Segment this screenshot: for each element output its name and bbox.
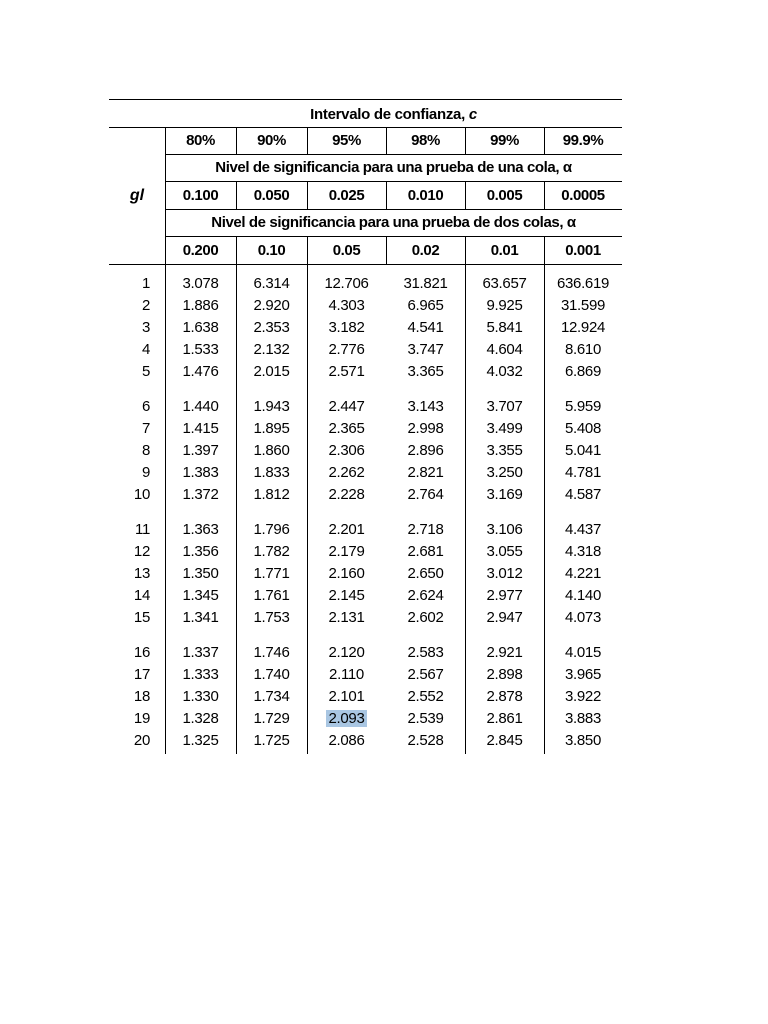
critical-value [236, 440, 307, 462]
critical-value-text: 3.747 [407, 340, 444, 358]
critical-value-text: 4.437 [564, 521, 602, 539]
critical-value [465, 440, 544, 462]
df-value: 18 [133, 687, 150, 705]
df-value: 17 [133, 666, 150, 684]
critical-value-text: 1.350 [182, 564, 219, 582]
critical-value-text: 2.160 [328, 564, 365, 582]
two-tail-alpha: 0.02 [411, 241, 440, 259]
critical-value-text: 6.314 [253, 275, 290, 293]
critical-value [544, 642, 622, 664]
critical-value-text: 3.850 [564, 731, 602, 749]
critical-value-text: 3.883 [564, 709, 602, 727]
critical-value-text: 3.922 [564, 687, 602, 705]
critical-value [236, 606, 307, 628]
critical-value [236, 418, 307, 440]
critical-value [165, 707, 236, 729]
critical-value-text: 31.821 [403, 275, 448, 293]
critical-value [165, 729, 236, 751]
critical-value [544, 338, 622, 360]
critical-value [465, 295, 544, 317]
critical-value [386, 317, 465, 339]
critical-value [386, 541, 465, 563]
critical-value-text: 4.781 [564, 463, 602, 481]
critical-value [544, 418, 622, 440]
critical-value [236, 360, 307, 382]
two-tail-alpha: 0.05 [332, 241, 361, 259]
df-value: 20 [133, 731, 150, 749]
critical-value-text: 2.896 [407, 441, 444, 459]
critical-value-text: 4.541 [407, 318, 444, 336]
df-value: 13 [133, 564, 150, 582]
one-tail-label: Nivel de significancia para una prueba de una cola, α [215, 159, 572, 176]
critical-value [307, 317, 386, 339]
critical-value-text: 2.110 [329, 666, 364, 684]
critical-value [465, 642, 544, 664]
critical-value [465, 707, 544, 729]
critical-value-text: 4.015 [564, 644, 602, 662]
critical-value [386, 729, 465, 751]
critical-value-text: 4.303 [328, 297, 365, 315]
table-title-variable: c [468, 105, 477, 123]
one-tail-alpha: 0.100 [182, 186, 219, 204]
critical-value-text: 2.718 [407, 521, 444, 539]
critical-value-text: 1.753 [253, 608, 290, 626]
critical-value [544, 440, 622, 462]
critical-value-text: 5.408 [564, 420, 602, 438]
critical-value [544, 461, 622, 483]
critical-value-text: 2.583 [407, 644, 444, 662]
critical-value [386, 273, 465, 295]
critical-value-text: 1.356 [182, 543, 219, 561]
df-value: 7 [141, 420, 150, 438]
critical-value [236, 317, 307, 339]
critical-value [307, 396, 386, 418]
critical-value-text: 2.132 [253, 340, 290, 358]
critical-value-text: 4.073 [564, 608, 602, 626]
critical-value [465, 519, 544, 541]
critical-value [465, 396, 544, 418]
critical-value-text: 3.106 [486, 521, 523, 539]
critical-value [236, 461, 307, 483]
critical-value [386, 461, 465, 483]
one-tail-alpha: 0.025 [328, 186, 365, 204]
critical-value [236, 664, 307, 686]
critical-value-text: 1.476 [182, 362, 219, 380]
critical-value-text: 2.898 [486, 666, 523, 684]
critical-value [386, 519, 465, 541]
critical-value-text: 2.681 [407, 543, 444, 561]
critical-value [236, 584, 307, 606]
two-tail-alpha: 0.10 [257, 241, 286, 259]
critical-value-text: 2.921 [486, 644, 523, 662]
critical-value [165, 686, 236, 708]
critical-value-text: 1.796 [253, 521, 290, 539]
critical-value-text: 2.447 [328, 398, 365, 416]
critical-value-text: 2.353 [253, 318, 290, 336]
critical-value [165, 360, 236, 382]
df-value: 2 [141, 297, 150, 315]
critical-value-text: 1.397 [182, 441, 219, 459]
critical-value [386, 418, 465, 440]
critical-value-text: 3.499 [486, 420, 523, 438]
critical-value-text: 6.965 [407, 297, 444, 315]
confidence-level: 90% [257, 132, 286, 149]
critical-value [386, 686, 465, 708]
critical-value-text: 2.567 [407, 666, 444, 684]
critical-value-text: 1.895 [253, 420, 290, 438]
df-value: 19 [133, 709, 150, 727]
critical-value-text: 2.571 [328, 362, 365, 380]
df-value: 14 [133, 586, 150, 604]
critical-value [544, 317, 622, 339]
two-tail-alpha: 0.001 [565, 241, 601, 259]
critical-value-text: 1.372 [182, 485, 219, 503]
critical-value [236, 707, 307, 729]
critical-value-text: 1.782 [253, 543, 290, 561]
critical-value-text: 3.055 [486, 543, 523, 561]
critical-value-text: 3.355 [486, 441, 523, 459]
critical-value-text: 2.624 [407, 586, 444, 604]
critical-value [307, 483, 386, 505]
confidence-level: 98% [411, 132, 440, 149]
critical-value [307, 686, 386, 708]
critical-value-text: 2.650 [407, 564, 444, 582]
critical-value-text: 2.764 [407, 485, 444, 503]
critical-value [165, 519, 236, 541]
df-value: 12 [133, 543, 150, 561]
critical-value-text: 1.725 [253, 731, 290, 749]
critical-value [544, 483, 622, 505]
critical-value-text: 1.341 [182, 608, 219, 626]
critical-value-text: 4.587 [564, 485, 602, 503]
critical-value-text: 3.078 [182, 275, 219, 293]
critical-value [165, 317, 236, 339]
critical-value-text: 2.179 [328, 543, 365, 561]
critical-value [165, 396, 236, 418]
critical-value [544, 396, 622, 418]
critical-value [386, 338, 465, 360]
critical-value [165, 418, 236, 440]
critical-value [386, 440, 465, 462]
critical-value [307, 729, 386, 751]
critical-value [544, 360, 622, 382]
critical-value-text: 1.761 [253, 586, 290, 604]
critical-value-text: 3.143 [407, 398, 444, 416]
critical-value-text: 63.657 [482, 275, 527, 293]
critical-value [544, 584, 622, 606]
confidence-level: 80% [186, 132, 215, 149]
critical-value [307, 418, 386, 440]
critical-value [307, 606, 386, 628]
critical-value [307, 541, 386, 563]
critical-value [165, 563, 236, 585]
critical-value [307, 584, 386, 606]
one-tail-alpha: 0.005 [486, 186, 523, 204]
critical-value-text: 2.145 [328, 586, 365, 604]
critical-value-text: 2.861 [486, 709, 523, 727]
critical-value [165, 642, 236, 664]
critical-value [465, 461, 544, 483]
critical-value [465, 418, 544, 440]
critical-value-text: 8.610 [564, 340, 602, 358]
critical-value [544, 606, 622, 628]
df-value: 15 [133, 608, 150, 626]
df-value: 5 [141, 362, 150, 380]
critical-value-text: 2.228 [328, 485, 365, 503]
critical-value-text: 1.771 [253, 564, 290, 582]
critical-value-text: 2.977 [486, 586, 523, 604]
critical-value [307, 642, 386, 664]
critical-value-text: 1.345 [182, 586, 219, 604]
critical-value-text: 1.638 [182, 318, 219, 336]
critical-value [307, 338, 386, 360]
df-value: 1 [141, 275, 150, 293]
critical-value-text: 5.959 [564, 398, 602, 416]
critical-value-text: 1.746 [253, 644, 290, 662]
critical-value-text: 4.318 [564, 543, 602, 561]
critical-value-text: 1.440 [182, 398, 219, 416]
critical-value-text: 1.328 [182, 709, 219, 727]
critical-value [307, 519, 386, 541]
critical-value-text: 2.306 [328, 441, 365, 459]
two-tail-alpha: 0.01 [490, 241, 519, 259]
critical-value [544, 273, 622, 295]
critical-value [236, 519, 307, 541]
critical-value-text: 2.539 [407, 709, 444, 727]
critical-value [307, 440, 386, 462]
critical-value-text: 2.998 [407, 420, 444, 438]
critical-value-text: 2.552 [407, 687, 444, 705]
highlighted-critical-value: 2.093 [328, 709, 365, 727]
critical-value-text: 1.860 [253, 441, 290, 459]
df-value: 3 [141, 318, 150, 336]
critical-value [307, 664, 386, 686]
critical-value-text: 3.169 [486, 485, 523, 503]
critical-value [236, 483, 307, 505]
critical-value [465, 317, 544, 339]
critical-value [465, 563, 544, 585]
critical-value [465, 483, 544, 505]
critical-value [165, 440, 236, 462]
critical-value-text: 12.706 [324, 275, 369, 293]
critical-value-text: 1.337 [182, 644, 219, 662]
critical-value [465, 273, 544, 295]
critical-value-text: 4.604 [486, 340, 523, 358]
critical-value-text: 4.221 [564, 564, 602, 582]
critical-value [465, 686, 544, 708]
critical-value-text: 1.533 [182, 340, 219, 358]
critical-value-text: 2.528 [407, 731, 444, 749]
table-title [165, 101, 622, 127]
critical-value [165, 606, 236, 628]
two-tail-label: Nivel de significancia para una prueba de dos colas, α [211, 214, 576, 231]
critical-value-text: 1.363 [182, 521, 219, 539]
critical-value-text: 5.841 [486, 318, 523, 336]
critical-value-text: 6.869 [564, 362, 602, 380]
critical-value [236, 729, 307, 751]
critical-value-text: 31.599 [560, 297, 606, 315]
df-value: 9 [141, 463, 150, 481]
critical-value [165, 541, 236, 563]
critical-value [386, 563, 465, 585]
critical-value [307, 360, 386, 382]
critical-value-text: 2.131 [328, 608, 365, 626]
critical-value-text: 2.365 [328, 420, 365, 438]
critical-value-text: 1.383 [182, 463, 219, 481]
critical-value [236, 686, 307, 708]
critical-value [165, 664, 236, 686]
critical-value-text: 2.947 [486, 608, 523, 626]
critical-value-text: 9.925 [486, 297, 523, 315]
t-distribution-table [109, 99, 622, 759]
critical-value-text: 2.920 [253, 297, 290, 315]
critical-value-text: 1.325 [182, 731, 219, 749]
gl-label: gl [129, 186, 145, 204]
df-value: 10 [133, 485, 150, 503]
confidence-level: 95% [332, 132, 361, 149]
critical-value [386, 483, 465, 505]
critical-value [386, 642, 465, 664]
critical-value [544, 686, 622, 708]
critical-value-text: 4.032 [486, 362, 523, 380]
critical-value-text: 2.015 [253, 362, 290, 380]
table-title-text: Intervalo de confianza, [310, 105, 469, 123]
critical-value [544, 541, 622, 563]
critical-value-text: 4.140 [564, 586, 602, 604]
critical-value-text: 636.619 [556, 275, 610, 293]
critical-value-text: 1.333 [182, 666, 219, 684]
critical-value-text: 3.965 [564, 666, 602, 684]
critical-value [236, 563, 307, 585]
critical-value [165, 338, 236, 360]
critical-value [386, 584, 465, 606]
critical-value-text: 3.182 [328, 318, 365, 336]
critical-value [544, 707, 622, 729]
critical-value [386, 606, 465, 628]
critical-value [386, 295, 465, 317]
critical-value [236, 541, 307, 563]
one-tail-alpha: 0.010 [407, 186, 444, 204]
critical-value-text: 1.943 [253, 398, 290, 416]
critical-value-text: 1.740 [253, 666, 290, 684]
df-value: 4 [141, 340, 150, 358]
rule-under-header [109, 264, 622, 265]
critical-value [386, 664, 465, 686]
two-tail-alpha: 0.200 [182, 241, 219, 259]
one-tail-alpha: 0.050 [253, 186, 290, 204]
critical-value-text: 1.886 [182, 297, 219, 315]
critical-value-text: 1.734 [253, 687, 290, 705]
critical-value-text: 3.012 [486, 564, 523, 582]
critical-value-text: 2.201 [328, 521, 365, 539]
critical-value-text: 1.415 [182, 420, 219, 438]
critical-value [307, 707, 386, 729]
critical-value [165, 295, 236, 317]
one-tail-alpha: 0.0005 [561, 186, 605, 204]
critical-value [386, 360, 465, 382]
critical-value [386, 396, 465, 418]
confidence-level: 99.9% [562, 132, 604, 149]
critical-value-text: 2.845 [486, 731, 523, 749]
critical-value-text: 12.924 [560, 318, 606, 336]
critical-value [544, 563, 622, 585]
critical-value [236, 396, 307, 418]
critical-value [236, 642, 307, 664]
critical-value-text: 3.365 [407, 362, 444, 380]
critical-value [165, 584, 236, 606]
critical-value [544, 519, 622, 541]
critical-value [165, 461, 236, 483]
critical-value [307, 563, 386, 585]
critical-value [544, 295, 622, 317]
critical-value [465, 584, 544, 606]
critical-value [465, 729, 544, 751]
critical-value [307, 295, 386, 317]
critical-value [465, 606, 544, 628]
critical-value-text: 1.330 [182, 687, 219, 705]
critical-value-text: 2.878 [486, 687, 523, 705]
critical-value-text: 2.120 [328, 644, 365, 662]
df-value: 11 [135, 521, 150, 539]
critical-value [465, 664, 544, 686]
df-value: 6 [141, 398, 150, 416]
confidence-level: 99% [490, 132, 519, 149]
critical-value [386, 707, 465, 729]
critical-value-text: 1.833 [253, 463, 290, 481]
critical-value [165, 483, 236, 505]
critical-value-text: 2.776 [328, 340, 365, 358]
rule-top [109, 99, 622, 100]
critical-value-text: 3.707 [486, 398, 523, 416]
critical-value [307, 461, 386, 483]
df-value: 16 [133, 644, 150, 662]
critical-value [236, 295, 307, 317]
critical-value-text: 1.729 [253, 709, 290, 727]
critical-value-text: 2.821 [407, 463, 444, 481]
df-value: 8 [141, 441, 150, 459]
critical-value-text: 1.812 [253, 485, 290, 503]
critical-value [544, 664, 622, 686]
critical-value [465, 360, 544, 382]
critical-value [236, 338, 307, 360]
critical-value-text: 5.041 [564, 441, 602, 459]
critical-value-text: 2.086 [328, 731, 365, 749]
critical-value-text: 2.602 [407, 608, 444, 626]
critical-value [236, 273, 307, 295]
critical-value [465, 541, 544, 563]
critical-value [165, 273, 236, 295]
critical-value-text: 2.101 [328, 687, 365, 705]
critical-value [307, 273, 386, 295]
critical-value [544, 729, 622, 751]
critical-value-text: 3.250 [486, 463, 523, 481]
critical-value [465, 338, 544, 360]
critical-value-text: 2.262 [328, 463, 365, 481]
